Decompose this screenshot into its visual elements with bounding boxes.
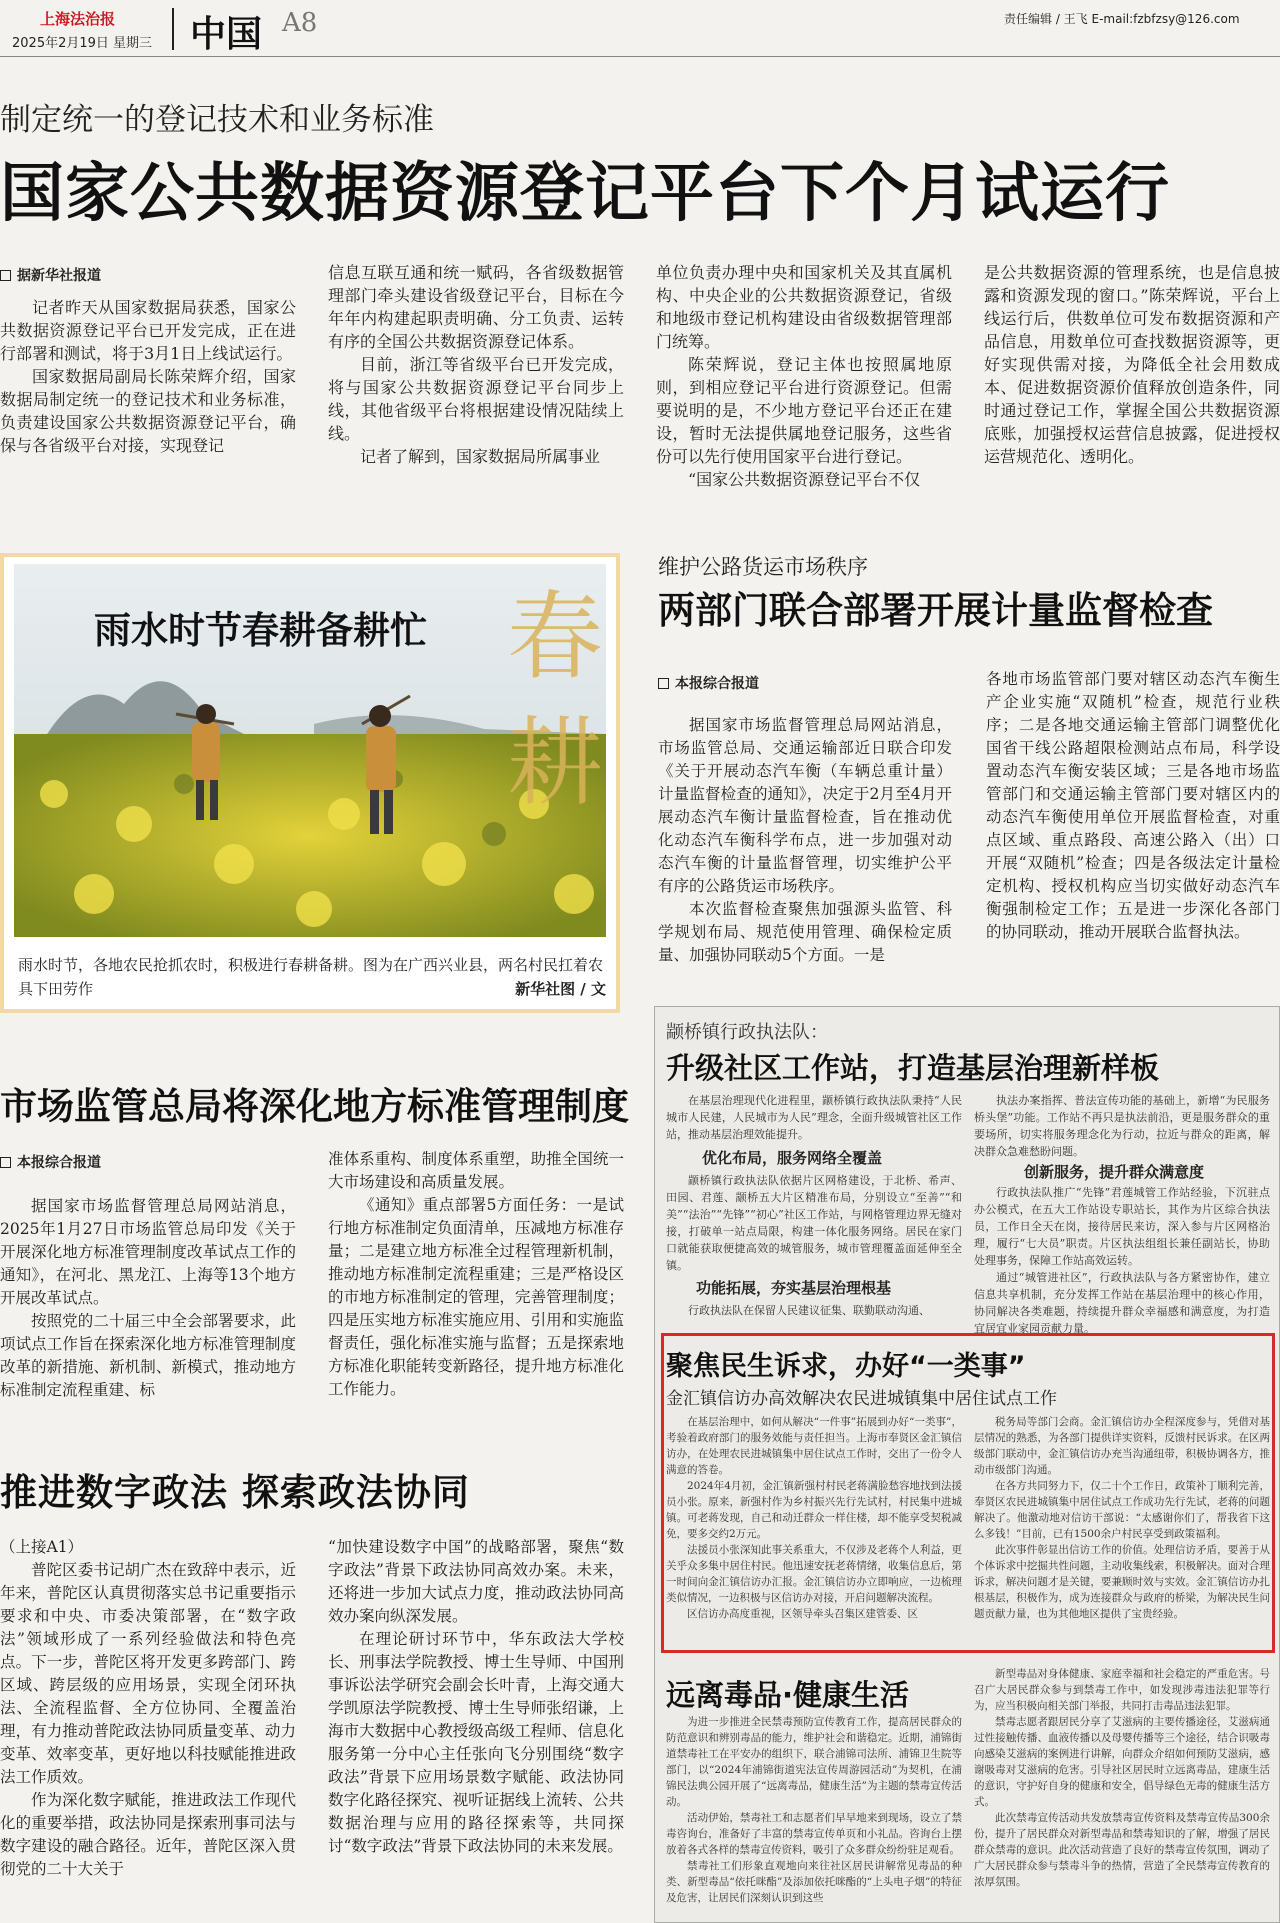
paragraph: 在各方共同努力下，仅二十个工作日，政策补丁顺利完善，奉贤区农民进城镇集中居住试点工作成功先行先试，老蒋的问题解决了。他激动地对信访干部说：“太感谢你们了，帮我省下这么多钱！”目前，已有1500余户村民享受到政策福利。 <box>974 1480 1270 1540</box>
paragraph: 此次事件彰显出信访工作的价值。处理信访矛盾，要善于从个体诉求中挖掘共性问题，主动收集线索，积极解决。面对合理诉求，解决问题才是关键，要兼顾时效与实效。金汇镇信访办扎根基层，积极作为，成为连接群众与政府的桥梁，为解决民生问题贡献力量，也为其他地区提供了宝贵经验。 <box>974 1544 1270 1620</box>
section-name: 中国 <box>190 14 263 55</box>
panel-col-a1 <box>666 1092 962 1140</box>
freight-col-2 <box>986 668 1280 980</box>
lead-byline-text: 据新华社报道 <box>17 268 101 284</box>
paragraph: 本次监督检查聚焦加强源头监管、科学规划布局、规范使用管理、确保检定质量、加强协同联动5个方面。一是 <box>658 900 952 964</box>
paragraph: 2024年4月初，金汇镇新强村村民老蒋满脸愁容地找到法援员小张。原来，新强村作为乡村振兴先行先试村，村民集中进城镇。可老蒋发现，自己和动迁群众一样住楼，却不能享受契税减免，要多交约2万元。 <box>666 1480 962 1540</box>
paragraph: 记者了解到，国家数据局所属事业 <box>360 447 601 466</box>
paragraph: 据国家市场监督管理总局网站消息，市场监管总局、交通运输部近日联合印发《关于开展动态汽车衡（车辆总重计量）计量监督检查的通知》，决定于2月至4月开展动态汽车衡计量监督检查，旨在推动优化动态汽车衡科学布点，进一步加强对动态汽车衡的计量监督管理，切实维护公平有序的公路货运市场秩序。 <box>658 716 952 895</box>
paragraph: 各地市场监管部门要对辖区动态汽车衡生产企业实施“双随机”检查，规范行业秩序；二是各地交通运输主管部门调整优化国省干线公路超限检测站点布局，科学设置动态汽车衡安装区域；三是各地市场监管部门和交通运输主管部门要对辖区内的动态汽车衡使用单位开展监督检查，对重点区域、重点路段、高速公路入（出）口开展“双随机”检查；四是各级法定计量检定机构、授权机构应当切实做好动态汽车衡强制检定工作；五是进一步深化各部门的协同联动，推动开展联合监督执法。 <box>986 670 1280 941</box>
lead-col-2 <box>328 261 624 504</box>
paragraph: 记者昨天从国家数据局获悉，国家公共数据资源登记平台已开发完成，正在进行部署和测试，将于3月1日上线试运行。 <box>0 298 296 363</box>
paragraph: 作为深化数字赋能，推进政法工作现代化的重要举措，政法协同是探索刑事司法与数字建设的融合路径。近年，普陀区深入贯彻党的二十大关于 <box>0 1791 296 1878</box>
panel-headline: 升级社区工作站，打造基层治理新样板 <box>666 1051 1160 1085</box>
paragraph: 国家数据局副局长陈荣辉介绍，国家数据局制定统一的登记技术和业务标准，负责建设国家公共数据资源登记平台，确保与各省级平台对接，实现登记 <box>0 367 296 455</box>
paragraph: 执法办案指挥、普法宣传功能的基础上，新增“为民服务桥头堡”功能。工作站不再只是执法前沿，更是服务群众的重要场所，切实将服务理念化为行动，拉近与群众的距离，解决群众急难愁盼问题。 <box>974 1094 1270 1158</box>
paragraph: 目前，浙江等省级平台已开发完成，将与国家公共数据资源登记平台同步上线，其他省级平台将根据建设情况陆续上线。 <box>328 355 624 443</box>
paragraph: 按照党的二十届三中全会部署要求，此项试点工作旨在探索深化地方标准管理制度改革的新措施、新机制、新模式，推动地方标准制定流程重建、标 <box>0 1312 296 1399</box>
paragraph: 颛桥镇行政执法队依据片区网格建设，于北桥、希声、田园、君莲、颛桥五大片区精准布局，分别设立“至善”“和美”“法治”“先锋”“初心”社区工作站，与网格管理边界无缝对接，打破单一站点局限，构建一体化服务网络。居民在家门口就能获取便捷高效的城管服务，城市管理覆盖面延伸至全镇。 <box>666 1174 962 1272</box>
masthead-divider <box>172 8 174 50</box>
photo-title: 雨水时节春耕备耕忙 <box>94 609 427 652</box>
issue-date: 2025年2月19日 星期三 <box>12 36 153 51</box>
paragraph: 新型毒品对身体健康、家庭幸福和社会稳定的严重危害。号召广大居民群众参与到禁毒工作中，如发现涉毒违法犯罪等行为，应当积极向相关部门举报，共同打击毒品违法犯罪。 <box>974 1668 1270 1712</box>
digital-col-1 <box>0 1536 296 1923</box>
panel-sub-2: 功能拓展，夯实基层治理根基 <box>696 1279 892 1297</box>
paragraph: 是公共数据资源的管理系统，也是信息披露和资源发现的窗口。”陈荣辉说，平台上线运行后，供数单位可发布数据资源和产品信息，用数单位可查找数据资源等，更好实现供需对接，为降低全社会用数成本、促进数据资源价值释放创造条件，同时通过登记工作，掌握全国公共数据资源底账，加强授权运营信息披露，促进授权运营规范化、透明化。 <box>984 263 1280 466</box>
paragraph: 陈荣辉说，登记主体也按照属地原则，到相应登记平台进行资源登记。但需要说明的是，不少地方登记平台还正在建设，暂时无法提供属地登记服务，这些省份可以先行使用国家平台进行登记。 <box>656 355 952 466</box>
paragraph: 行政执法队推广“先锋”君莲城管工作站经验，下沉驻点办公模式，在五大工作站设专职站长，其作为片区综合执法员，工作日全天在岗，接待居民来访，深入参与片区网格治理，履行“七大员”职责。片区执法组组长兼任副站长，协助处理事务，保障工作站高效运转。 <box>974 1186 1270 1267</box>
standards-col-2 <box>328 1148 624 1423</box>
freight-byline <box>658 673 759 693</box>
paragraph: 在理论研讨环节中，华东政法大学校长、刑事法学院教授、博士生导师、中国刑事诉讼法学研究会副会长叶青，上海交通大学凯原法学院教授、博士生导师张绍谦，上海市大数据中心教授级高级工程师、信息化服务第一分中心主任张向飞分别围绕“数字政法”背景下应用场景数字赋能、政法协同数字化路径探究、视听证据线上流转、公共数据治理与应用的路径探索等，共同探讨“数字政法”背景下政法协同的未来发展。 <box>328 1630 624 1855</box>
paragraph: 单位负责办理中央和国家机关及其直属机构、中央企业的公共数据资源登记，省级和地级市登记机构建设由省级数据管理部门统筹。 <box>656 263 952 351</box>
lead-col-4 <box>984 261 1280 504</box>
paragraph: 禁毒志愿者跟居民分享了艾滋病的主要传播途径，艾滋病通过性接触传播、血液传播以及母婴传播等三个途径，结合识吸毒向感染艾滋病的案例进行讲解，向群众介绍如何预防艾滋病，感谢吸毒对艾滋病的危害。引导社区居民时立远离毒品，建康生活的意识，守护好自身的健康和安全，倡导绿色无毒的健康生活方式。 <box>974 1716 1270 1808</box>
digital-col-2 <box>328 1536 624 1923</box>
page-number: A8 <box>282 8 318 38</box>
paragraph: 在基层治理中，如何从解决“一件事”拓展到办好“一类事”，考验着政府部门的服务效能与责任担当。上海市奉贤区金汇镇信访办，在处理农民进城镇集中居住试点工作时，交出了一份令人满意的答卷。 <box>666 1416 962 1476</box>
paragraph: 活动伊始，禁毒社工和志愿者们早早地来到现场，设立了禁毒咨询台，准备好了丰富的禁毒宣传单页和小礼品。咨询台上摆放着各式各样的禁毒宣传资料，吸引了众多群众纷纷驻足观看。 <box>666 1812 962 1856</box>
paragraph: 税务局等部门会商。金汇镇信访办全程深度参与，凭借对基层情况的熟悉，为各部门提供详实资料，反馈村民诉求。在区两级部门联动中，金汇镇信访办充当沟通纽带，积极协调各方，推动市级部门沟通。 <box>974 1416 1270 1476</box>
photo-caption <box>18 953 606 1001</box>
standards-byline-text: 本报综合报道 <box>17 1155 101 1171</box>
paragraph: 此次禁毒宣传活动共发放禁毒宣传资料及禁毒宣传品300余份，提升了居民群众对新型毒品和禁毒知识的了解，增强了居民群众禁毒的意识。此次活动营造了良好的禁毒宣传氛围，调动了广大居民群众参与禁毒斗争的热情，营造了全民禁毒宣传教育的浓厚氛围。 <box>974 1812 1270 1888</box>
freight-byline-text: 本报综合报道 <box>675 676 759 692</box>
digital-headline: 推进数字政法 探索政法协同 <box>0 1471 470 1514</box>
freight-col-1 <box>658 714 952 980</box>
letters-col-1 <box>666 1414 962 1646</box>
standards-headline: 市场监管总局将深化地方标准管理制度 <box>0 1085 629 1128</box>
lead-col-1 <box>0 296 296 504</box>
byline-box-icon <box>658 678 669 689</box>
paragraph: 通过“城管进社区”，行政执法队与各方紧密协作，建立信息共享机制，充分发挥工作站在基层治理中的核心作用，协同解决各类难题，持续提升群众幸福感和满意度，为打造宜居宜业家园贡献力量。 <box>974 1271 1270 1335</box>
photo-vertical-text: 春耕 <box>507 581 603 819</box>
paragraph: 信息互联互通和统一赋码，各省级数据管理部门牵头建设省级登记平台，目标在今年年内构建起职责明确、分工负责、运转有序的全国公共数据资源登记体系。 <box>328 263 624 351</box>
drug-col-1 <box>666 1714 962 1918</box>
panel-sub-1: 优化布局，服务网络全覆盖 <box>702 1149 883 1167</box>
panel-col-a2 <box>666 1172 962 1274</box>
letters-subhead: 金汇镇信访办高效解决农民进城镇集中居住试点工作 <box>666 1389 1057 1409</box>
editor-info: 责任编辑 / 王飞 E-mail:fzbfzsy@126.com <box>1004 12 1240 26</box>
drug-col-2 <box>974 1666 1270 1918</box>
paragraph: 《通知》重点部署5方面任务：一是试行地方标准制定负面清单，压减地方标准存量；二是建立地方标准全过程管理新机制，推动地方标准制定流程重建；三是严格设区的市地方标准制定的管理，完善管理制度；四是压实地方标准实施应用、引用和实施监督责任，强化标准实施与监督；五是探索地方标准化职能转变新路径，提升地方标准化工作能力。 <box>328 1196 624 1398</box>
newspaper-logo: 上海法治报 <box>40 10 116 28</box>
photo-caption-text: 雨水时节，各地农民抢抓农时，积极进行春耕备耕。图为在广西兴业县，两名村民扛着农具下田劳作 <box>18 956 604 998</box>
standards-col-1 <box>0 1195 296 1423</box>
letters-headline: 聚焦民生诉求，办好“一类事” <box>666 1351 1026 1382</box>
paragraph: 禁毒社工们形象直观地向来往社区居民讲解常见毒品的种类、新型毒品“依托咪酯”及添加依托咪酯的“上头电子烟”的特征及危害，让居民们深刻认识到这些 <box>666 1860 962 1904</box>
paragraph: “国家公共数据资源登记平台不仅 <box>688 470 921 489</box>
panel-kicker: 颛桥镇行政执法队： <box>666 1022 828 1043</box>
masthead-rule <box>0 56 1280 57</box>
paragraph: 为进一步推进全民禁毒预防宣传教育工作，提高居民群众的防范意识和辨别毒品的能力，维护社会和谐稳定。近期，浦锦街道禁毒社工在平安办的组织下，联合浦锦司法所、浦锦卫生院等部门，以“2024年浦锦街道宪法宣传周游园活动”为契机，在浦锦民法典公园开展了“远离毒品，健康生活”为主题的禁毒宣传活动。 <box>666 1716 962 1808</box>
paragraph: 准体系重构、制度体系重塑，助推全国统一大市场建设和高质量发展。 <box>328 1150 624 1191</box>
paragraph: 区信访办高度重视，区领导牵头召集区建管委、区 <box>687 1608 918 1620</box>
byline-box-icon <box>0 270 11 281</box>
freight-kicker: 维护公路货运市场秩序 <box>658 555 868 579</box>
paragraph: 普陀区委书记胡广杰在致辞中表示，近年来，普陀区认真贯彻落实总书记重要指示要求和中央、市委决策部署，在“数字政法”领域形成了一系列经验做法和特色亮点。下一步，普陀区将开发更多跨部门、跨区域、跨层级的应用场景，实现全闭环执法、全流程监督、全方位协同、全覆盖治理，有力推动普陀政法协同质量变革、动力变革、效率变革，更好地以科技赋能推进政法工作质效。 <box>0 1561 296 1786</box>
lead-kicker: 制定统一的登记技术和业务标准 <box>0 102 434 138</box>
panel-col-b2 <box>974 1184 1270 1335</box>
panel-sub-3: 创新服务，提升群众满意度 <box>1024 1163 1205 1181</box>
paragraph: 据国家市场监督管理总局网站消息，2025年1月27日市场监管总局印发《关于开展深化地方标准管理制度改革试点工作的通知》，在河北、黑龙江、上海等13个地方开展改革试点。 <box>0 1197 296 1307</box>
paragraph: 行政执法队在保留人民建议征集、联勤联动沟通、 <box>688 1304 930 1317</box>
drug-headline: 远离毒品·健康生活 <box>666 1678 910 1712</box>
photo-credit: 新华社图 / 文 <box>515 980 606 998</box>
panel-col-a3 <box>666 1302 962 1322</box>
lead-headline: 国家公共数据资源登记平台下个月试运行 <box>0 157 1170 231</box>
paragraph: 在基层治理现代化进程里，颛桥镇行政执法队秉持“人民城市人民建，人民城市为人民”理念，全面升级城管社区工作站，推动基层治理效能提升。 <box>666 1094 962 1141</box>
byline-box-icon <box>0 1157 11 1168</box>
letters-col-2 <box>974 1414 1270 1646</box>
lead-byline <box>0 265 101 285</box>
freight-headline: 两部门联合部署开展计量监督检查 <box>658 589 1213 632</box>
paragraph: “加快建设数字中国”的战略部署，聚焦“数字政法”背景下政法协同高效办案。未来，还将进一步加大试点力度，推动政法协同高效办案向纵深发展。 <box>328 1538 624 1625</box>
paragraph: （上接A1） <box>0 1538 84 1556</box>
paragraph: 法援员小张深知此事关系重大，不仅涉及老蒋个人利益，更关乎众多集中居住村民。他迅速安抚老蒋情绪，收集信息后，第一时间向金汇镇信访办汇报。金汇镇信访办立即响应，一边梳理类似情况，一边积极与区信访办对接，开启问题解决流程。 <box>666 1544 962 1604</box>
standards-byline <box>0 1152 101 1172</box>
panel-col-b1 <box>974 1092 1270 1158</box>
lead-col-3 <box>656 261 952 504</box>
